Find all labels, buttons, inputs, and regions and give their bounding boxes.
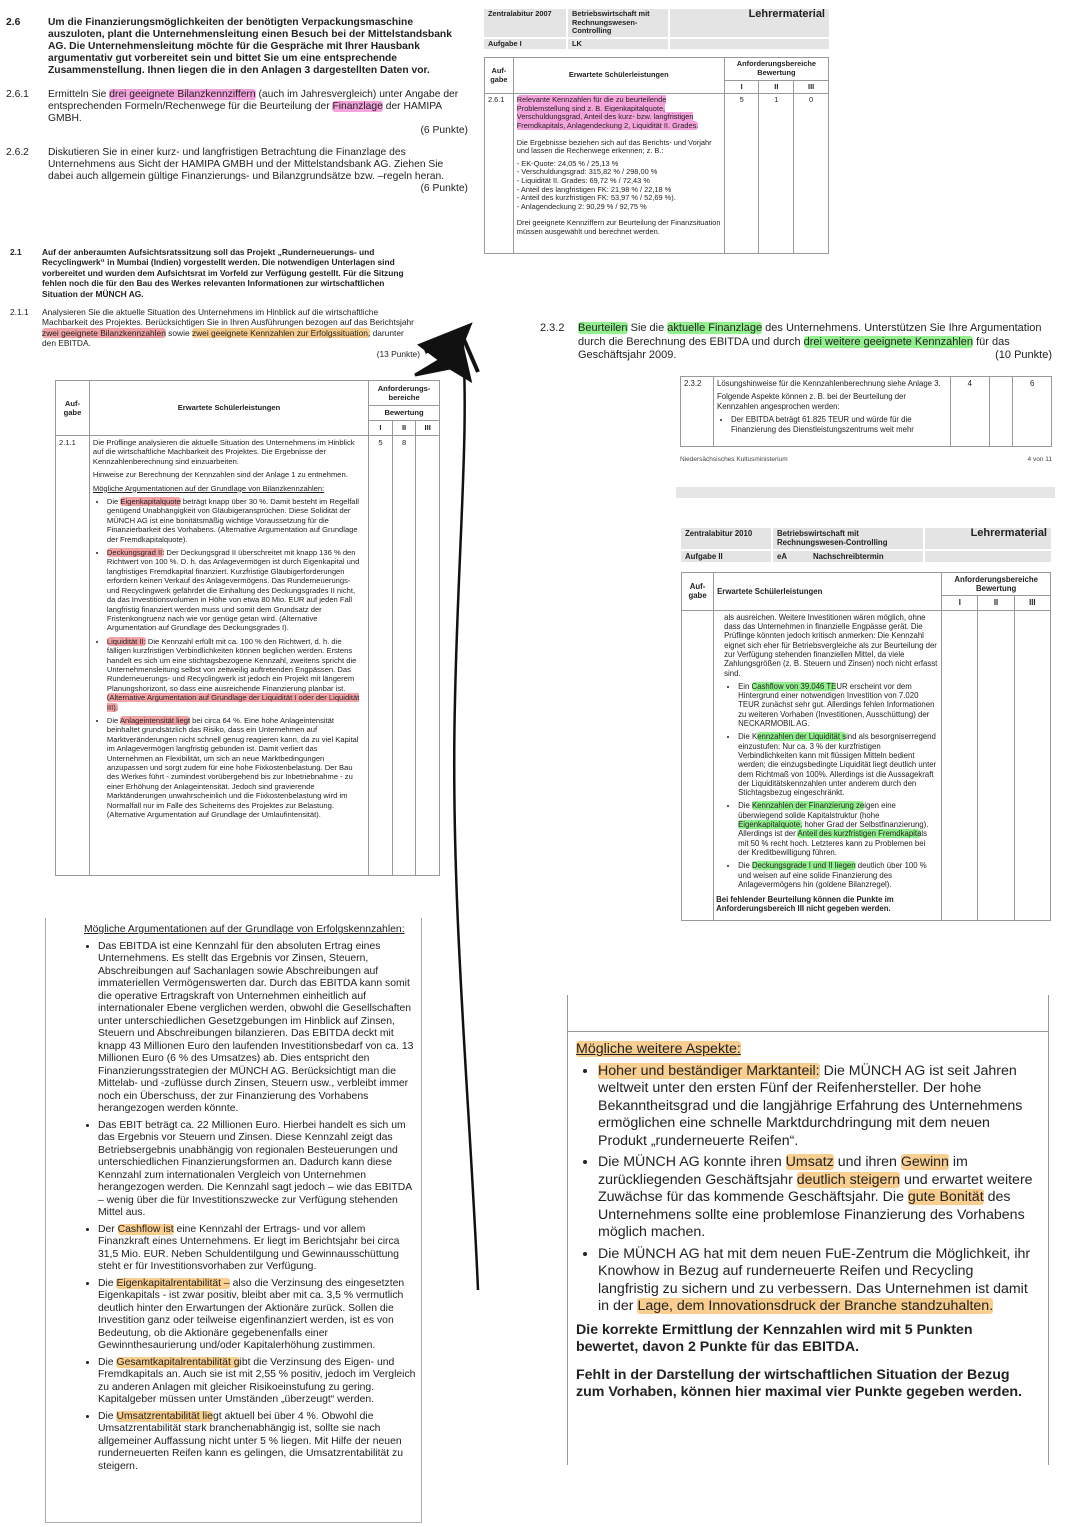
level-iii: III [1014, 596, 1050, 610]
text-segment: sowie [165, 327, 192, 338]
row-number: 2.6.1 [485, 94, 514, 254]
exam-label: Zentralabitur 2010 [681, 528, 771, 549]
level-ii: II [759, 80, 794, 94]
points: (6 Punkte) [420, 125, 468, 136]
text-segment: Der [98, 1223, 118, 1235]
paragraph: Hinweise zur Berechnung der Kennzahlen sind der Anlage 1 zu entnehmen. [92, 470, 348, 480]
material-label: Lehrermaterial [670, 9, 829, 37]
exam-label: Zentralabitur 2007 [484, 9, 566, 37]
highlighted-text: Anlageintensität liegt [119, 715, 191, 725]
highlighted-text: Beurteilen [578, 322, 628, 334]
text-segment: Sie die [627, 322, 668, 334]
list-item: - Anteil des kurzfristigen FK: 53,97 % / 52,69 %). [516, 193, 676, 203]
paragraph: Folgende Aspekte können z. B. bei der Beurteilung der Kennzahlen angesprochen werden: [717, 392, 906, 411]
level-label: eA [777, 551, 787, 561]
aufgabe-label: Aufgabe I [484, 39, 566, 50]
level-ii: II [392, 420, 416, 435]
material-label: Lehrermaterial [925, 528, 1051, 549]
text-segment: des Unternehmens. Unterstützen Sie Ihre Argumentation durch die Berechnung des EBITDA und durch [578, 322, 1042, 348]
list-item: - EK-Quote: 24,05 % / 25,13 % [516, 158, 619, 168]
row-number: 2.1.1 [56, 436, 90, 876]
list-item: - Liquidität II. Grades: 69,72 % / 72,43 % [516, 175, 650, 185]
text-segment: eine Kennzahl der Ertrags- und vor allem Finanzkraft eines Unternehmens. Er liegt im Berichtsjahr bei circa 31,5 Mio. EUR. Neben Schuldentilgung und Gewinnausschüttung steht er für Investitionsvorhaben zur Verfügung. [98, 1223, 400, 1272]
highlighted-text: Cashflow von 39.046 TE [751, 681, 837, 691]
col-aufgabe: Auf-gabe [682, 572, 714, 610]
highlighted-text: Relevante Kennzahlen für die zu beurteilende Problemstellung sind z. B. Eigenkapitalquote, Verschuldungsgrad, Anteil des kurz- bzw. langfristigen Fremdkapitals, Anlagendeckung 2, Liquidität II. Grades. [516, 95, 699, 130]
task-number: 2.1 [10, 247, 22, 257]
highlighted-text: drei geeignete Bilanzkennziffern [109, 89, 256, 100]
col-bereiche: Anforderungsbereiche Bewertung [724, 58, 828, 80]
subject-label: Betriebswirtschaft mit Rechnungswesen-Controlling [773, 528, 923, 549]
points: (10 Punkte) [995, 349, 1052, 361]
highlighted-text: gute Bonität [907, 1189, 984, 1205]
highlighted-text: Gewinn [900, 1154, 949, 1170]
points: (13 Punkte) [376, 348, 420, 359]
text-segment: darunter den EBITDA. [42, 327, 404, 349]
level-i: I [942, 596, 978, 610]
text-segment: des Unternehmens sollte eine problemlose Finanzierung des Vorhabens möglich machen. [598, 1189, 1025, 1240]
text-segment: ibt die Verzinsung des Eigen- und Fremdkapitals an. Auch sie ist mit 2,55 % positiv, jedoch im Vergleich zu anderen Anlagen mit gleicher Risikoeinstufung zu gering. Kapitalgeber müssen unter Umständen „überzeugt“ werden. [98, 1356, 416, 1405]
level-i: I [724, 80, 759, 94]
text-segment: Die MÜNCH AG konnte ihren [598, 1154, 786, 1170]
subtask-number: 2.6.2 [6, 147, 29, 158]
col-aufgabe: Auf-gabe [56, 381, 90, 436]
text-segment: deutlich über 100 % und weisen auf eine solide Finanzierung des Anlagevermögens hin (goldene Bilanzregel). [738, 861, 927, 889]
termin-label: Nachschreibtermin [812, 551, 884, 561]
col-bereiche: Anforderungsbereiche Bewertung [942, 572, 1051, 596]
results-intro: Die Ergebnisse beziehen sich auf das Berichts- und Vorjahr und lassen die Rechenwege erkennen; z. B.: [516, 137, 712, 156]
row-number: 2.3.2 [681, 377, 714, 447]
text-segment: Der Deckungsgrad II überschreitet mit knapp 136 % den Richtwert von 100 %. D. h. das Anlagevermögen ist durch Eigenkapital und langfristiges Fremdkapital finanziert. Kurzfristige Gläubigerforderungen erfordern keinen Verkauf des Anlagevermögens. Das Runderneuerungs- und Recyclingwerk gefährdet die Einhaltung des Deckungsgrades II nicht, da das Investitionsvolumen in Höhe von etwa 80 Mio. EUR auf jeden Fall langfristig finanziert werden muss und somit dem Grundsatz der Fristenkongruenz nach wie vor genüge getan wird. (Alternative Argumentation auf Grundlage des Deckungsgrades I). [106, 548, 360, 633]
text-segment: und ihren [833, 1154, 901, 1170]
text-segment: Die [98, 1356, 117, 1368]
highlighted-text: Deckungsgrade I und II liegen [751, 861, 856, 871]
list-item: - Anteil des langfristigen FK: 21,98 % / 22,18 % [516, 184, 672, 194]
subtask-text: Diskutieren Sie in einer kurz- und langfristigen Betrachtung die Finanzlage des Unternehmens aus Sicht der HAMIPA GMBH und der Mittelstandsbank AG. Ziehen Sie dabei auch allgemein gültige Finanzierungs- und Bilanzgrundsätze bzw. –regeln heran. [48, 147, 445, 182]
text-segment: Die MÜNCH AG ist seit Jahren weltweit unter den ersten Fünf der Reifenhersteller. Der hohe Bekanntheitsgrad und die langjährige Erfahrung des Unternehmens ermöglichen eine schnelle Marktdurchdringung mit dem neuen Produkt „runderneuerte Reifen“. [598, 1062, 1023, 1149]
list-item: - Anlagendeckung 2: 90,29 % / 92,75 % [516, 201, 647, 211]
subtask-number: 2.1.1 [10, 307, 29, 318]
grading-note: Die korrekte Ermittlung der Kennzahlen wird mit 5 Punkten bewertet, davon 2 Punkte für das EBITDA. [576, 1321, 973, 1355]
grading-note: Fehlt in der Darstellung der wirtschaftlichen Situation der Bezug zum Vorhaben, können hier maximal vier Punkte gegeben werden. [576, 1366, 1022, 1400]
col-leistungen: Erwartete Schülerleistungen [513, 58, 724, 94]
highlighted-text: Hoher und beständiger Marktanteil: [598, 1062, 820, 1079]
highlighted-text: (Alternative Argumentation auf Grundlage der Liquidität I oder der Liquidität III). [106, 693, 360, 712]
list-item: - Verschuldungsgrad: 315,82 % / 298,00 % [516, 167, 658, 177]
points: (6 Punkte) [420, 183, 468, 194]
text-segment: für das Geschäftsjahr 2009. [578, 335, 1010, 361]
results-note: Drei geeignete Kennziffern zur Beurteilung der Finanzsituation müssen ausgewählt und berechnet werden. [516, 218, 721, 236]
highlighted-text: Kennzahlen der Finanzierung ze [751, 801, 865, 811]
level-label: LK [568, 39, 668, 50]
text-segment: Die [106, 715, 120, 725]
text-segment: Das EBITDA ist eine Kennzahl für den absoluten Ertrag eines Unternehmens. Es stellt das Ergebnis vor Zinsen, Steuern, Abschreibungen auf Sachanlagen sowie Abschreibungen auf immateriellen Vermögenswerten dar. Durch das EBITDA kann somit die operative Ertragskraft von Unternehmen einheitlich auf internationaler Ebene verglichen werden, obwohl die Gesellschaften unter unterschiedlichen Gesetzgebungen im Hinblick auf Zinsen, Steuern und Abschreibungen bilanzieren. Das EBITDA deckt mit knapp 43 Millionen Euro den laufenden Investitionsbedarf von ca. 13 Millionen Euro (6 % des Umsatzes) ab. Dies entspricht den Finanzierungsstrategien der MÜNCH AG. Berücksichtigt man die Mittelab- und -zuflüsse durch Zinsen, Steuern usw., verbleibt immer noch ein Überschuss, der zur Finanzierung des Vorhabens herangezogen werden könnte. [98, 940, 414, 1114]
text-segment: ls mit 50 % recht hoch. Letzteres kann zu Problemen bei der Kreditbewilligung führen. [738, 829, 928, 857]
text-segment: und erwartet weitere Zuwächse für das kommende Geschäftsjahr. Die [598, 1171, 1033, 1205]
subject-label: Betriebswirtschaft mit Rechnungswesen-Controlling [568, 9, 668, 37]
col-leistungen: Erwartete Schülerleistungen [714, 572, 942, 610]
highlighted-text: Deckungsgrad II: [106, 548, 165, 558]
score-ii: 8 [392, 436, 416, 876]
score-i: 5 [724, 94, 759, 254]
task-intro: Um die Finanzierungsmöglichkeiten der benötigten Verpackungsmaschine auszuloten, plant die Unternehmensleitung einen Besuch bei der Mittelstandsbank AG. Die Unternehmensleitung möchte für die Gespräche mit Ihrer Hausbank argumentativ gut vorbereitet sein und bittet Sie um eine entsprechende Zusammenstellung. Ihnen liegen die in den Anlagen 3 dargestellten Daten vor. [48, 17, 452, 76]
text-segment: UR erscheint vor dem Hintergrund einer notwendigen Investition von 7.020 TEUR zunächst sehr gut. Allerdings fehlen Informationen zu weiteren Vorhaben (Investitionen, Ausschüttung) der NECKARMOBIL AG. [738, 681, 935, 729]
level-i: I [369, 420, 393, 435]
text-segment: igen eine überwiegend solide Kapitalstruktur (hohe [738, 801, 896, 820]
text-segment: Die [98, 1410, 117, 1422]
highlighted-text: Eigenkapitalquote [120, 497, 181, 507]
text-segment: ind als besorgniserregend einzustufen: Nur ca. 3 % der kurzfristigen Verbindlichkeiten kann mit flüssigen Mitteln bedient werden; die einzugsbedingte Liquidität liegt deutlich unter dem Richtmaß von 100%. Allerdings ist die Aussagekraft der Liquiditätskennzahlen unter anderem durch den Stichtagsbezug eingeschränkt. [738, 732, 937, 798]
highlighted-text: aktuelle Finanzlage [667, 322, 763, 334]
list-item: • Der EBITDA beträgt 61.825 TEUR und würde für die Finanzierung des Dienstleistungszentrums weit mehr [731, 415, 947, 434]
text-segment: Die [106, 497, 121, 507]
subtask-number: 2.6.1 [6, 89, 29, 100]
highlighted-text: zwei geeignete Kennzahlen zur Erfolgssituation, [191, 327, 371, 338]
level-iii: III [416, 420, 440, 435]
section-heading: Mögliche Argumentationen auf der Grundlage von Bilanzkennzahlen: [92, 483, 325, 493]
level-ii: II [978, 596, 1014, 610]
text-segment: Die [738, 801, 752, 811]
text-segment: Die K [738, 732, 758, 742]
highlighted-text: Cashflow ist [117, 1223, 174, 1235]
text-segment: Das EBIT beträgt ca. 22 Millionen Euro. Hierbei handelt es sich um das Ergebnis vor Steuern und Zinsen. Diese Kennzahl zeigt das Betriebsergebnis unabhängig von regionalen Besteuerungen und unterschiedlichen Finanzierungsformen an. Dadurch kann diese Kennzahl zum internationalen Vergleich von Unternehmen herangezogen werden. Die Kennzahl sagt jedoch – wie das EBITDA – wenig über die für Investitionszwecke zur Verfügung stehenden Mittel aus. [98, 1119, 412, 1218]
highlighted-text: Umsatzrentabilität lie [116, 1410, 213, 1422]
score-i: 5 [369, 436, 393, 876]
highlighted-text: Anteil des kurzfristigen Fremdkapita [797, 829, 922, 839]
grading-note: Bei fehlender Beurteilung können die Punkte im Anforderungsbereich III nicht gegeben werden. [716, 895, 894, 914]
col-bewertung: Bewertung [369, 405, 440, 420]
paragraph: als ausreichen. Weitere Investitionen wären möglich, ohne dass das Unternehmen in finanzielle Engpässe gerät. Die Prüflinge könnten jedoch kritisch anmerken: Die Kennzahl eignet sich eher für Betriebsvergleiche als zur Beurteilung der zur Verfügung stehenden finanziellen Mittel, da viele Zahlungsgrößen (z. B. Steuern und Zinsen) noch nicht erfasst sind. [724, 612, 938, 678]
paragraph: Die Prüflinge analysieren die aktuelle Situation des Unternehmens im Hinblick auf die wirtschaftliche Machbarkeit des Projektes. Die Ergebnisse der Kennzahlenberechnung sind einzuarbeiten. [92, 438, 355, 466]
col-leistungen: Erwartete Schülerleistungen [89, 381, 368, 436]
section-heading: Mögliche weitere Aspekte: [576, 1041, 741, 1057]
highlighted-text: ennzahlen der Liquidität s [757, 732, 847, 742]
text-segment: Die [738, 861, 752, 871]
footer-ministry: Niedersächsisches Kultusministerium [680, 456, 788, 463]
text-segment: der HAMIPA GMBH. [48, 101, 442, 124]
section-heading: Mögliche Argumentationen auf der Grundlage von Erfolgskennzahlen: [84, 924, 405, 935]
text-segment: im zurückliegenden Geschäftsjahr [598, 1154, 968, 1188]
highlighted-text: Eigenkapitalquote, [738, 820, 803, 830]
paragraph: Lösungshinweise für die Kennzahlenberechnung siehe Anlage 3. [717, 379, 941, 388]
highlighted-text: deutlich steigern [796, 1171, 901, 1188]
highlighted-text: Lage, dem Innovationsdruck der Branche standzuhalten. [637, 1298, 994, 1314]
highlighted-text: Finanzlage [332, 101, 383, 112]
text-segment: hoher Grad der Selbstfinanzierung). Allerdings ist der [738, 820, 929, 839]
col-aufgabe: Auf-gabe [485, 58, 514, 94]
task-intro: Auf der anberaumten Aufsichtsratssitzung soll das Projekt „Runderneuerungs- und Recyclingwerk“ in Mumbai (Indien) vorgestellt werden. Die notwendigen Unterlagen sind vorbereitet und wurden dem Aufsichtsrat im Vorfeld zur Verfügung gestellt. Für die Sitzung fehlen noch die für den Bau des Werkes relevanten Informationen zur wirtschaftlichen Situation der MÜNCH AG. [42, 247, 404, 299]
aufgabe-label: Aufgabe II [681, 551, 771, 562]
text-segment: also die Verzinsung des eingesetzten Eigenkapitals - ist zwar positiv, bleibt aber mit ca. 3,5 % vermutlich deutlich hinter den Erwartungen der Aktionäre zurück. Sollen die Investition ganz oder teilweise eigenfinanziert werden, ist es von Bedeutung, ob die Aktionäre gegebenenfalls einer Gewinnthesaurierung und/oder Kapitalerhöhung zustimmen. [98, 1277, 405, 1351]
highlighted-text: Eigenkapitalrentabilität – [116, 1277, 230, 1289]
text-segment: Die MÜNCH AG hat mit dem neuen FuE-Zentrum die Möglichkeit, ihr Knowhow in Bezug auf runderneuerte Reifen und Recycling langfristig zu sichern und zu verbessern. Das Unternehmen ist damit in der [598, 1245, 1031, 1314]
task-number: 2.6 [6, 17, 21, 28]
text-segment: gt aktuell bei über 4 %. Obwohl die Umsatzrentabilität stark branchenabhängig ist, sollte sie nach allgemeiner Auffassung nicht unter 5 % liegen. Mit Hilfe der neuen runderneuerten Reifen kann es gelingen, die Umsatzrentabilität zu steigern. [98, 1410, 403, 1472]
highlighted-text: Liquidität II: [106, 636, 146, 646]
text-segment: Die Kennzahl erfüllt mit ca. 100 % den Richtwert, d. h. die fälligen kurzfristigen Verbindlichkeiten können beglichen werden. Erstens handelt es sich um eine stichtagsbezogene Kennzahl, zweitens spricht die Unternehmensleitung selbst von zeitweilig auftretenden Engpässen. Das Runderneuerungs- und Recyclingwerk ist jedoch ein Projekt mit längerem Planungshorizont, so dass eine ausreichende Finanzierung planbar ist. [106, 636, 357, 693]
page-number: 4 von 11 [1027, 456, 1052, 463]
highlighted-text: zwei geeignete Bilanzkennzahlen [42, 327, 166, 338]
level-iii: III [794, 80, 829, 94]
highlighted-text: drei weitere geeignete Kennzahlen [803, 335, 974, 348]
score-ii: 1 [759, 94, 794, 254]
highlighted-text: Umsatz [785, 1154, 834, 1170]
text-segment: Analysieren Sie die aktuelle Situation des Unternehmens im Hinblick auf die wirtschaftliche Machbarkeit des Projektes. Berücksichtigen Sie in Ihren Ausführungen bezogen auf das Berichtsjahr [42, 307, 414, 328]
text-segment: Ein [738, 681, 752, 691]
text-segment: bei circa 64 %. Eine hohe Anlageintensität beinhaltet grundsätzlich das Risiko, dass ein Unternehmen auf Marktveränderungen nicht schnell genug reagieren kann, da zu viel Kapital im Anlagevermögen langfristig gebunden ist. Damit verliert das Unternehmen an Flexibilität, um sich an neue Marktbedingungen anzupassen und sorgt zudem für eine hohe Fixkostenbelastung. Der Bau des Werkes führt - zumindest vorübergehend bis zur Inbetriebnahme - zu einer Erhöhung der Anlageintensität. Jedoch sind gravierende Marktänderungen unwahrscheinlich und die Fixkostenbelastung wird im Normalfall nur im Falle des Scheiterns des Projektes zur Belastung. (Alternative Argumentation auf Grundlage der Umlaufintensität). [106, 715, 359, 820]
text-segment: beträgt knapp über 30 %. Damit besteht im Regelfall genügend Unabhängigkeit von Gläubigeransprüchen. Diese Solidität der MÜNCH AG ist eine bonitätsmäßig wichtige Voraussetzung für die Finanzierbarkeit des Vorhabens. (Alternative Argumentation auf Grundlage der Fremdkapitalquote). [106, 497, 359, 544]
score-iii: 0 [794, 94, 829, 254]
text-segment: Die [98, 1277, 117, 1289]
text-segment: Ermitteln Sie [48, 89, 110, 100]
highlighted-text: Gesamtkapitalrentabilität g [116, 1356, 240, 1368]
col-bereiche: Anforderungs-bereiche [369, 381, 440, 406]
score-i: 4 [951, 377, 990, 447]
score-iii: 6 [1013, 377, 1052, 447]
text-segment: (auch im Jahresvergleich) unter Angabe der entsprechenden Formeln/Rechenwege für die Beurteilung der [48, 89, 459, 112]
task-number: 2.3.2 [540, 322, 565, 334]
